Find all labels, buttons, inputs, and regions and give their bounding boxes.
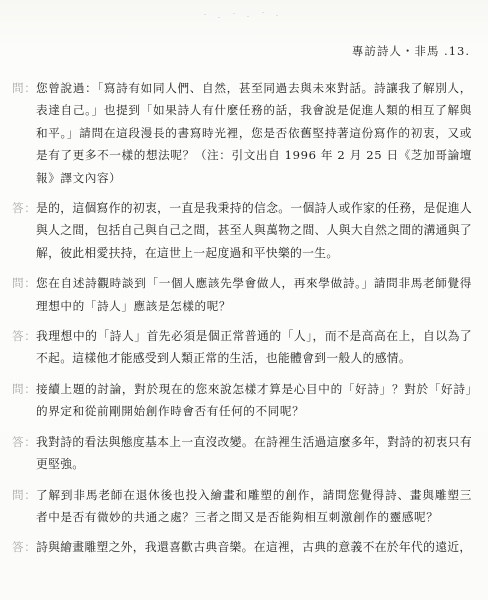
answer-text: 詩與繪畫雕塑之外，我還喜歡古典音樂。在這裡，古典的意義不在於年代的遠近，	[36, 540, 472, 555]
scan-speck	[262, 12, 264, 13]
question-block	[12, 272, 472, 317]
answer-text: 我理想中的「詩人」首先必須是個正常普通的「人」，而不是高高在上，自以為了不起。這樣他才能感受到人類正常的生活，也能體會到一般人的感情。	[36, 329, 472, 366]
answer-text: 我對詩的看法與態度基本上一直沒改變。在詩裡生活過這麼多年，對詩的初衷只有更堅強。	[36, 434, 472, 472]
question-block	[12, 378, 472, 423]
question-text: 您曾說過：「寫詩有如同人們、自然，甚至同過去與未來對話。詩讓我了解別人，表達自己。」也提到「如果詩人有什麼任務的話，我會說是促進人類的相互了解與和平。」請問在這段漫長的書寫時光裡，您是否依舊堅持著這份寫作的初衷，又或是有了更多不一樣的想法呢？（注：引文出自 1996 年 2 月 25 日《芝加哥論壇報》譯文內容）	[36, 81, 472, 185]
question-text: 您在自述詩觀時談到「一個人應該先學會做人，再來學做詩。」請問非馬老師覺得理想中的「詩人」應該是怎樣的呢？	[36, 276, 472, 313]
answer-tag: 答：	[12, 434, 37, 449]
running-header: 專訪詩人・非馬 .13.	[351, 44, 470, 58]
scan-speck	[218, 17, 220, 18]
answer-tag: 答：	[12, 329, 37, 344]
question-text: 接續上題的討論，對於現在的您來說怎樣才算是心目中的「好詩」？對於「好詩」的界定和從前剛開始創作時會否有任何的不同呢？	[36, 381, 472, 419]
question-block	[12, 77, 472, 189]
answer-tag: 答：	[12, 540, 37, 555]
answer-text: 是的，這個寫作的初衷，一直是我秉持的信念。一個詩人或作家的任務，是促進人與人之間，包括自己與自己之間，甚至人與萬物之間、人與大自然之間的溝通與了解，彼此相愛扶持，在這世上一起度過和平快樂的一生。	[36, 201, 472, 260]
scan-artifact	[200, 8, 290, 22]
scan-speck	[276, 15, 278, 16]
answer-tag: 答：	[12, 201, 37, 216]
question-tag: 問：	[12, 487, 37, 502]
question-text: 了解到非馬老師在退休後也投入繪畫和雕塑的創作，請問您覺得詩、畫與雕塑三者中是否有微妙的共通之處？三者之間又是否能夠相互刺激創作的靈感呢？	[36, 487, 472, 524]
question-tag: 問：	[12, 381, 37, 396]
interview-body	[12, 77, 472, 567]
answer-block	[12, 536, 472, 558]
answer-block	[12, 431, 472, 476]
question-tag: 問：	[12, 276, 37, 291]
question-block	[12, 484, 472, 529]
answer-block	[12, 325, 472, 370]
scan-speck	[247, 16, 249, 17]
answer-block	[12, 197, 472, 264]
scan-speck	[233, 13, 235, 14]
question-tag: 問：	[12, 81, 37, 95]
scan-speck	[204, 14, 206, 15]
